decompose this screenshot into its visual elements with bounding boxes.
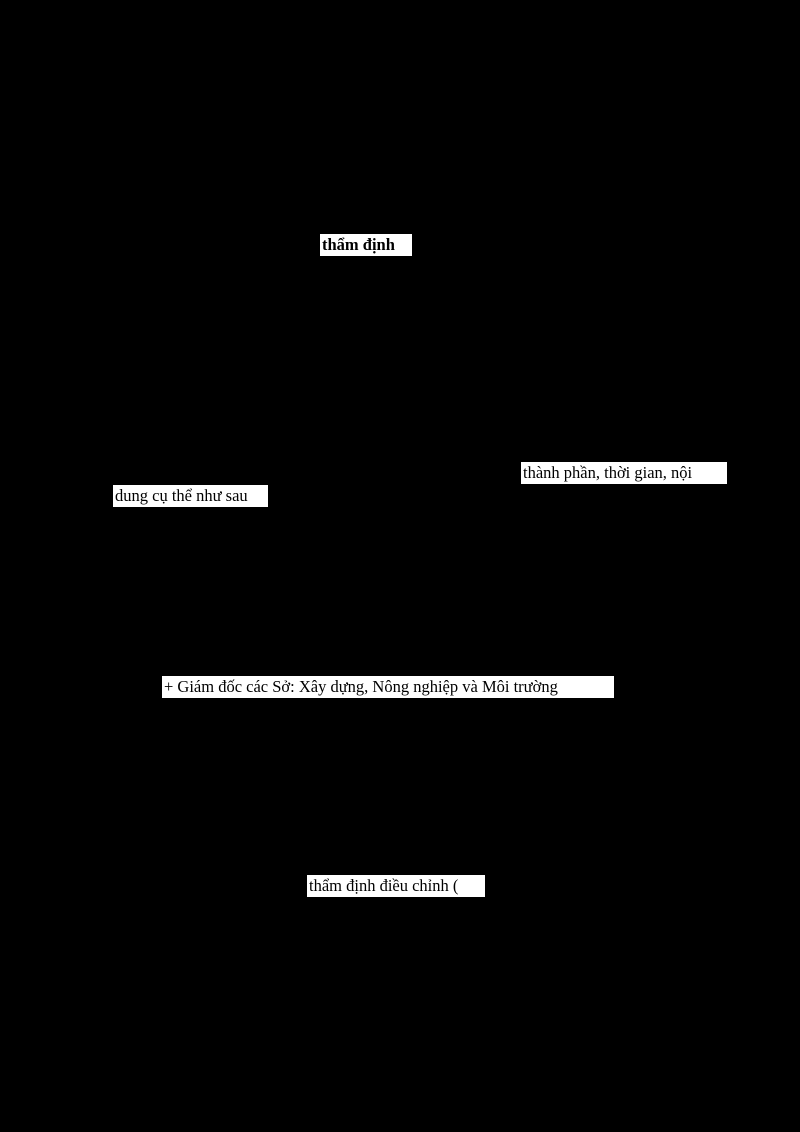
paragraph-fragment-line-start: dung cụ thể như sau (113, 485, 268, 507)
lower-paragraph-fragment: thẩm định điều chỉnh ( (307, 875, 485, 897)
list-item-fragment: + Giám đốc các Sở: Xây dựng, Nông nghiệp và Môi trường (162, 676, 614, 698)
heading-fragment: thẩm định (320, 234, 412, 256)
paragraph-fragment-line-end: thành phần, thời gian, nội (521, 462, 727, 484)
